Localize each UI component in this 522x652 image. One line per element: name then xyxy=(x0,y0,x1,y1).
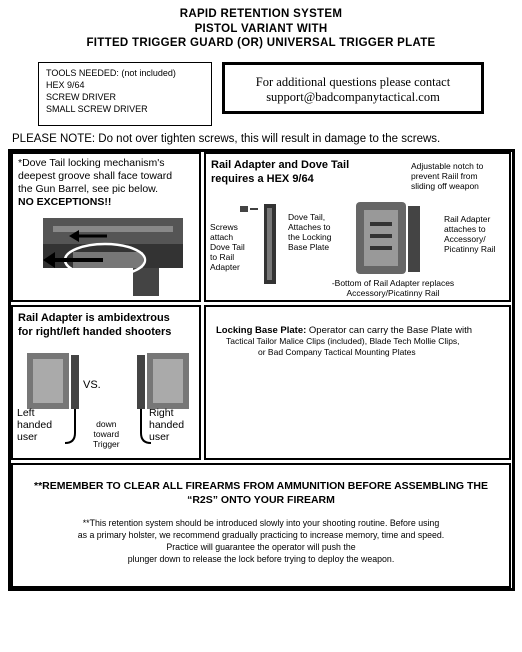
rail-heading-2: requires a HEX 9/64 xyxy=(211,173,314,185)
warning-body-2: as a primary holster, we recommend gradually practicing to increase memory, time and speed. xyxy=(77,530,445,540)
base-plate-text-1: Operator can carry the Base Plate with xyxy=(306,325,473,336)
tools-item: SCREW DRIVER xyxy=(46,92,117,102)
contact-line-1: For additional questions please contact xyxy=(255,75,451,89)
adapter-label-line: Rail Adapter xyxy=(444,214,491,224)
notch-label-line: prevent Raiil from xyxy=(411,171,478,181)
tools-box xyxy=(38,62,212,126)
screws-label-line: Adapter xyxy=(210,262,240,272)
warning-panel xyxy=(11,463,511,588)
down-label-line: Trigger xyxy=(93,439,120,449)
contact-box xyxy=(222,62,484,114)
rail-adapter-photo xyxy=(354,200,426,278)
left-handed-label xyxy=(17,407,52,443)
right-label-line: Right xyxy=(149,407,174,419)
dovetail-text-2: deepest groove shall face toward xyxy=(18,170,173,182)
right-label-line: handed xyxy=(149,419,185,431)
rail-heading-1: Rail Adapter and Dove Tail xyxy=(211,159,350,171)
dovetail-text-1: *Dove Tail locking mechanism's xyxy=(18,157,165,169)
contact-email: support@badcompanytactical.com xyxy=(266,90,440,104)
down-label-line: toward xyxy=(93,429,120,439)
left-label-line: handed xyxy=(17,419,53,431)
title-line-1: RAPID RETENTION SYSTEM xyxy=(179,8,343,20)
screws-label-line: attach xyxy=(210,232,234,242)
ambi-heading-2: for right/left handed shooters xyxy=(18,326,172,338)
bottom-label-line: Accessory/Picatinny Rail xyxy=(346,288,440,298)
dovetail-label-line: Dove Tail, xyxy=(288,212,326,222)
ambidextrous-panel xyxy=(11,305,201,460)
adapter-label xyxy=(444,214,496,254)
notch-label-line: sliding off weapon xyxy=(411,181,479,191)
pistol-photo xyxy=(43,214,193,298)
warning-heading-2: “R2S” ONTO YOUR FIREARM xyxy=(187,494,335,506)
warning-body-1: **This retention system should be introduced slowly into your shooting routine. Before using xyxy=(82,518,440,528)
left-label-line: user xyxy=(17,431,38,443)
dovetail-part-photo xyxy=(234,198,290,286)
tools-item: SMALL SCREW DRIVER xyxy=(46,104,148,114)
bottom-label xyxy=(318,278,468,298)
screws-label-line: Screws xyxy=(210,222,238,232)
adapter-label-line: attaches to xyxy=(444,224,486,234)
base-plate-text-2: Tactical Tailor Malice Clips (included), Blade Tech Mollie Clips, xyxy=(226,336,460,346)
title-line-2: PISTOL VARIANT WITH xyxy=(194,23,328,35)
warning-heading-1: **REMEMBER TO CLEAR ALL FIREARMS FROM AMMUNITION BEFORE ASSEMBLING THE xyxy=(33,480,489,492)
base-plate-text-3: or Bad Company Tactical Mounting Plates xyxy=(258,347,416,357)
screws-label-line: Dove Tail xyxy=(210,242,245,252)
dovetail-label-line: the Locking xyxy=(288,232,332,242)
dovetail-label-line: Base Plate xyxy=(288,242,330,252)
notch-label-line: Adjustable notch to xyxy=(411,161,484,171)
right-label-line: user xyxy=(149,431,170,443)
warning-body-3: Practice will guarantee the operator will push the xyxy=(166,542,356,552)
down-label-line: down xyxy=(96,419,117,429)
dovetail-text-3: the Gun Barrel, see pic below. xyxy=(18,183,159,195)
right-handed-label xyxy=(149,407,184,443)
down-toward-trigger-label xyxy=(93,419,120,449)
title-line-3: FITTED TRIGGER GUARD (OR) UNIVERSAL TRIGGER PLATE xyxy=(86,37,436,49)
base-plate-heading: Locking Base Plate: xyxy=(216,325,307,336)
notice-text: PLEASE NOTE: Do not over tighten screws, this will result in damage to the screws. xyxy=(12,133,441,145)
dovetail-label-line: Attaches to xyxy=(288,222,331,232)
dovetail-label xyxy=(288,212,331,252)
bottom-label-line: -Bottom of Rail Adapter replaces xyxy=(331,278,455,288)
adapter-label-line: Picatinny Rail xyxy=(444,244,496,254)
adapter-label-line: Accessory/ xyxy=(444,234,486,244)
left-label-line: Left xyxy=(17,407,35,419)
no-exceptions-text: NO EXCEPTIONS!! xyxy=(18,196,112,208)
tools-heading: TOOLS NEEDED: (not included) xyxy=(46,68,176,78)
rail-adapter-panel xyxy=(204,152,511,302)
tools-item: HEX 9/64 xyxy=(46,80,85,90)
ambi-heading-1: Rail Adapter is ambidextrous xyxy=(18,312,170,324)
warning-body-4: plunger down to release the lock before trying to deploy the weapon. xyxy=(127,554,395,564)
vs-label: VS. xyxy=(83,379,101,391)
notch-label xyxy=(411,161,483,191)
screws-label-line: to Rail xyxy=(210,252,235,262)
dovetail-panel xyxy=(11,152,201,302)
base-plate-panel xyxy=(204,305,511,460)
